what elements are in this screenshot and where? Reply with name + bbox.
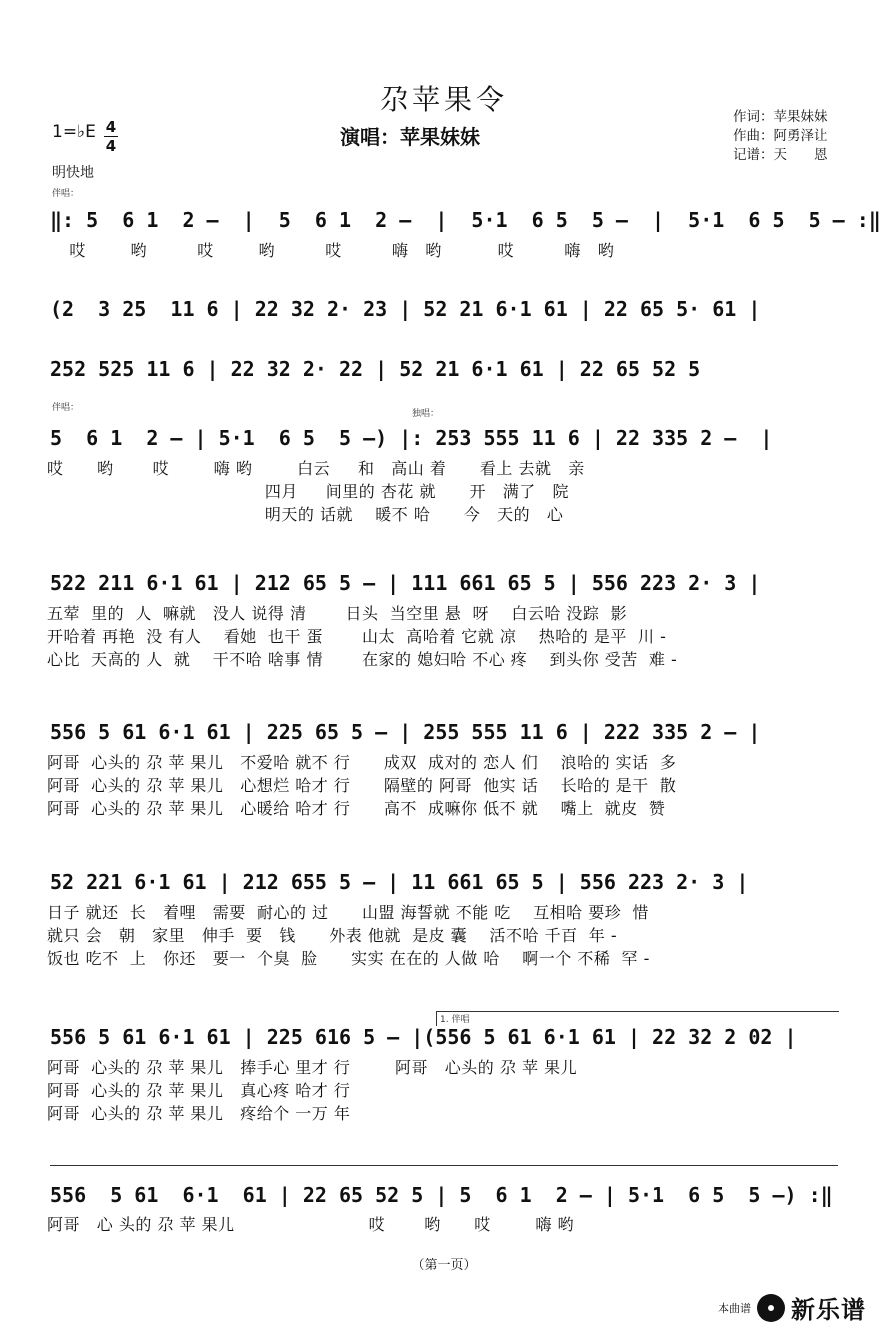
lyric-line: 饭也 吃不 上 你还 要一 个臭 脸 实实 在在的 人做 哈 啊一个 不稀 罕 - (47, 949, 650, 968)
notation-line: ‖: 5 6 1 2 – | 5 6 1 2 – | 5·1 6 5 5 – | 5·1 6 5 5 – :‖ (50, 208, 881, 232)
lyric-line: 阿哥 心头的 尕 苹 果儿 疼给个 一万 年 (47, 1104, 351, 1123)
lyric-line: 哎 哟 哎 哟 哎 嗨 哟 哎 嗨 哟 (47, 241, 615, 260)
notation-line: 5 6 1 2 – | 5·1 6 5 5 –) |: 253 555 11 6 | 22 335 2 – | (50, 426, 773, 450)
notation-line: 556 5 61 6·1 61 | 225 65 5 – | 255 555 11 6 | 222 335 2 – | (50, 720, 761, 744)
notation-line: 556 5 61 6·1 61 | 22 65 52 5 | 5 6 1 2 – | 5·1 6 5 5 –) :‖ (50, 1183, 833, 1207)
lyric-line: 阿哥 心 头的 尕 苹 果儿 哎 哟 哎 嗨 哟 (47, 1215, 575, 1234)
site-logo (718, 1290, 866, 1325)
song-title: 尕苹果令 (379, 83, 508, 116)
notation-line: 522 211 6·1 61 | 212 65 5 – | 111 661 65 5 | 556 223 2· 3 | (50, 571, 761, 595)
chorus-tag-2: 伴唱： (52, 403, 80, 413)
lyric-line: 开哈着 再艳 没 有人 看她 也干 蛋 山太 高哈着 它就 凉 热哈的 是平 川 - (47, 627, 667, 646)
record-icon (757, 1294, 785, 1322)
lyric-line: 阿哥 心头的 尕 苹 果儿 捧手心 里才 行 阿哥 心头的 尕 苹 果儿 (47, 1058, 578, 1077)
time-bottom: 4 (105, 137, 117, 155)
transcriber: 记谱：天 恩 (733, 147, 828, 163)
lyric-line: 心比 天高的 人 就 干不哈 啥事 情 在家的 媳妇哈 不心 疼 到头你 受苦 难 - (47, 650, 678, 669)
lyricist: 作词：苹果妹妹 (733, 109, 828, 125)
lyric-line: 日子 就还 长 着哩 需要 耐心的 过 山盟 海誓就 不能 吃 互相哈 要珍 惜 (47, 903, 649, 922)
time-top: 4 (105, 118, 117, 136)
lyric-line: 阿哥 心头的 尕 苹 果儿 不爱哈 就不 行 成双 成对的 恋人 们 浪哈的 实话 多 (47, 753, 677, 772)
notation-line: 52 221 6·1 61 | 212 655 5 – | 11 661 65 5 | 556 223 2· 3 | (50, 870, 749, 894)
lyric-line: 五荤 里的 人 嘛就 没人 说得 清 日头 当空里 悬 呀 白云哈 没踪 影 (47, 604, 628, 623)
page-number: （第一页） (411, 1258, 477, 1273)
logo-text: 新乐谱 (791, 1296, 866, 1324)
logo-prefix: 本曲谱 (718, 1301, 751, 1315)
lyric-line: 明天的 话就 暖不 哈 今 天的 心 (47, 505, 564, 524)
lyric-line: 阿哥 心头的 尕 苹 果儿 心暖给 哈才 行 高不 成嘛你 低不 就 嘴上 就皮 赞 (47, 799, 666, 818)
credits (733, 108, 828, 165)
solo-tag: 独唱： (412, 409, 440, 419)
singer-line: 演唱：苹果妹妹 (340, 125, 480, 149)
lyric-line: 哎 哟 哎 嗨 哟 白云 和 高山 着 看上 去就 亲 (47, 459, 585, 478)
notation-line: 252 525 11 6 | 22 32 2· 22 | 52 21 6·1 61 | 22 65 52 5 (50, 357, 701, 381)
time-signature (102, 118, 120, 155)
lyric-line: 阿哥 心头的 尕 苹 果儿 真心疼 哈才 行 (47, 1081, 351, 1100)
volta-label: 1. 伴唱 (440, 1015, 470, 1025)
tempo-marking: 明快地 (52, 165, 94, 181)
lyric-line: 四月 间里的 杏花 就 开 满了 院 (47, 482, 569, 501)
notation-line: 556 5 61 6·1 61 | 225 616 5 – |(556 5 61 6·1 61 | 22 32 2 02 | (50, 1025, 797, 1049)
chorus-tag-1: 伴唱： (52, 189, 80, 199)
lyric-line: 就只 会 朝 家里 伸手 要 钱 外表 他就 是皮 囊 活不哈 千百 年 - (47, 926, 618, 945)
lyric-line: 阿哥 心头的 尕 苹 果儿 心想烂 哈才 行 隔壁的 阿哥 他实 话 长哈的 是干 散 (47, 776, 677, 795)
composer: 作曲：阿勇泽让 (733, 128, 828, 144)
score-divider (50, 1165, 838, 1166)
key-signature: 1=♭E (52, 122, 96, 142)
notation-line: (2 3 25 11 6 | 22 32 2· 23 | 52 21 6·1 61 | 22 65 5· 61 | (50, 297, 761, 321)
